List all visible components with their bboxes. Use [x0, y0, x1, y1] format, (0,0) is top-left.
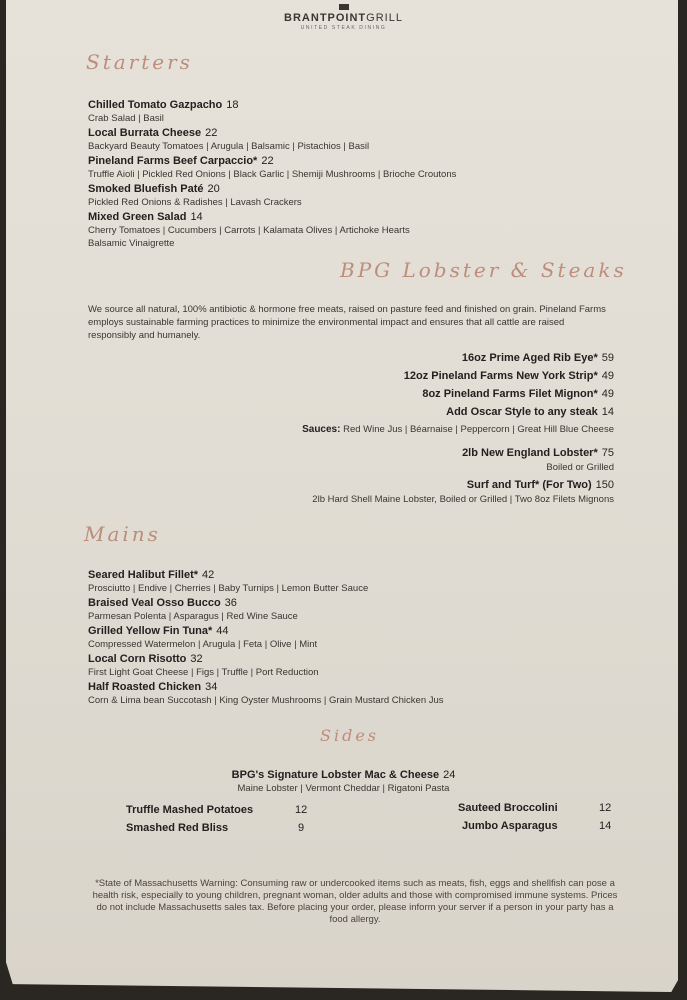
section-title-steaks: BPG Lobster & Steaks [340, 258, 627, 282]
menu-item: Local Corn Risotto 32 First Light Goat Cheese | Figs | Truffle | Port Reduction [88, 653, 319, 678]
menu-item: Half Roasted Chicken 34 Corn & Lima bean Succotash | King Oyster Mushrooms | Grain Mustard Chicken Jus [88, 681, 444, 706]
menu-item: Add Oscar Style to any steak 14 [446, 406, 614, 418]
menu-item: Smoked Bluefish Paté 20 Pickled Red Onions & Radishes | Lavash Crackers [88, 183, 302, 208]
brand-tagline: UNITED STEAK DINING [300, 25, 387, 31]
side-item: Smashed Red Bliss 9 [126, 822, 305, 834]
menu-item: Braised Veal Osso Bucco 36 Parmesan Polenta | Asparagus | Red Wine Sauce [88, 597, 298, 622]
sides-feature: BPG's Signature Lobster Mac & Cheese 24 Maine Lobster | Vermont Cheddar | Rigatoni Pasta [231, 769, 456, 794]
brand-name: BRANTPOINTGRILL [284, 12, 403, 24]
menu-item: 2lb New England Lobster* 75 [462, 447, 614, 459]
menu-item: 16oz Prime Aged Rib Eye* 59 [461, 352, 614, 364]
logo-icon [339, 4, 349, 10]
menu-item: Surf and Turf* (For Two) 150 [466, 479, 614, 491]
steaks-list [154, 351, 614, 510]
menu-item: 12oz Pineland Farms New York Strip* 49 [403, 370, 614, 382]
menu-item: Seared Halibut Fillet* 42 Prosciutto | Endive | Cherries | Baby Turnips | Lemon Butter Sauce [88, 569, 369, 594]
section-title-sides: Sides [320, 726, 379, 745]
side-item: Jumbo Asparagus 14 [462, 820, 612, 832]
menu-item: Pineland Farms Beef Carpaccio* 22 Truffle Aioli | Pickled Red Onions | Black Garlic | Shemiji Mushrooms | Brioche Croutons [88, 155, 457, 180]
mains-list [88, 568, 648, 708]
starters-list [88, 98, 648, 251]
side-item: Truffle Mashed Potatoes 12 [126, 804, 308, 816]
sauces-line: Sauces: Red Wine Jus | Béarnaise | Peppercorn | Great Hill Blue Cheese [302, 424, 614, 435]
menu-item: Local Burrata Cheese 22 Backyard Beauty Tomatoes | Arugula | Balsamic | Pistachios | Basil [88, 127, 370, 152]
menu-item: 8oz Pineland Farms Filet Mignon* 49 [422, 388, 614, 400]
side-item: Sauteed Broccolini 12 [458, 802, 612, 814]
menu-item-desc: Boiled or Grilled [546, 462, 614, 473]
menu-header [0, 4, 687, 31]
menu-item-desc: 2lb Hard Shell Maine Lobster, Boiled or Grilled | Two 8oz Filets Mignons [312, 494, 614, 505]
health-warning: *State of Massachusetts Warning: Consuming raw or undercooked items such as meats, fish, eggs and shellfish can pose a health risk, especially to young children, pregnant woman, older adults and those with compromised immune systems. Prices do not include Massachusetts sales tax. Before placing your order, please inform your server if a person in your party has a food allergy. [92, 878, 618, 925]
section-title-starters: Starters [86, 50, 193, 74]
menu-item: Mixed Green Salad 14 Cherry Tomatoes | Cucumbers | Carrots | Kalamata Olives | Artichoke Hearts Balsamic Vinaigrette [88, 211, 410, 249]
menu-item: Grilled Yellow Fin Tuna* 44 Compressed Watermelon | Arugula | Feta | Olive | Mint [88, 625, 318, 650]
menu-item: Chilled Tomato Gazpacho 18 Crab Salad | Basil [88, 99, 239, 124]
steaks-intro: We source all natural, 100% antibiotic & hormone free meats, raised on pasture feed and finished on grain. Pineland Farms employs sustainable farming practices to minimize the environmental impact and ensures that all cattle are raised responsibly and humanely. [88, 304, 606, 341]
section-title-mains: Mains [84, 522, 161, 546]
sides-list [126, 804, 616, 838]
